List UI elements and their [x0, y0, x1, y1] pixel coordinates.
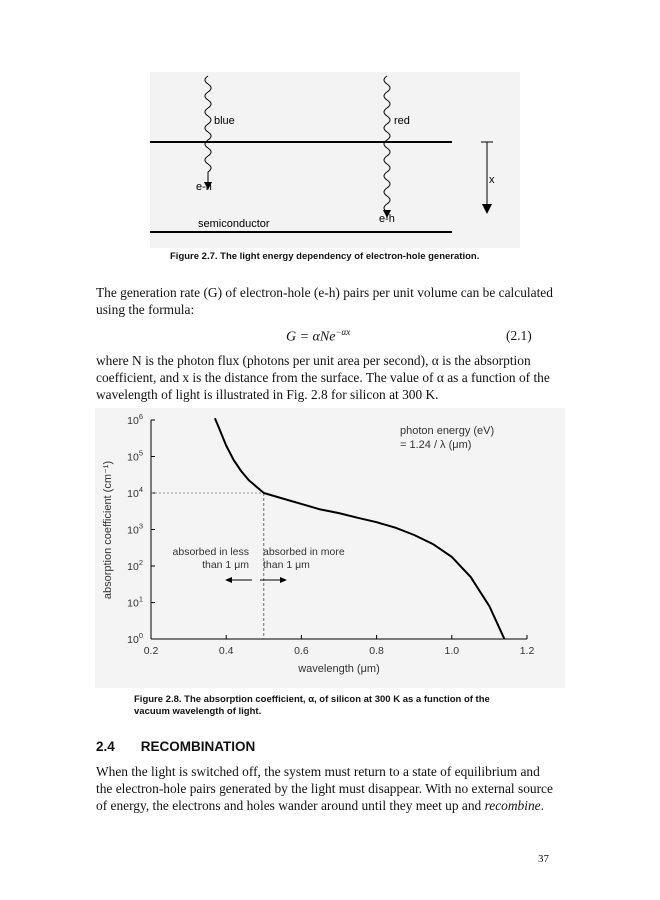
y-tick-label: $10^2$: [127, 558, 143, 573]
photon-energy-formula: = 1.24 / λ (μm): [400, 439, 472, 451]
figure-2-7: [150, 72, 520, 248]
paragraph-line: where N is the photon flux (photons per unit area per second), α is the absorption: [96, 353, 531, 368]
section-heading: [96, 739, 255, 754]
equation-2-1: [286, 327, 350, 346]
y-axis-label: absorption coefficient (cm⁻¹): [102, 460, 114, 600]
paragraph-absorption: [96, 352, 566, 403]
x-tick-label: 1.0: [444, 645, 460, 657]
paragraph-generation-rate: [96, 284, 566, 318]
paragraph-text: .: [540, 798, 544, 813]
paragraph-recombination: [96, 763, 576, 814]
absorbed-more-line2: than 1 μm: [263, 559, 310, 571]
absorption-chart: [95, 408, 565, 688]
label-blue: blue: [214, 115, 235, 127]
equation-number: (2.1): [506, 328, 532, 343]
y-tick-label: $10^4$: [127, 485, 143, 500]
y-tick-label: $10^5$: [127, 448, 143, 464]
equation-exponent: −αx: [335, 327, 351, 337]
x-tick-label: 0.8: [369, 645, 384, 657]
page-number: 37: [538, 853, 549, 865]
section-title: RECOMBINATION: [140, 739, 256, 754]
paragraph-line: wavelength of light is illustrated in Fig. 2.8 for silicon at 300 K.: [96, 387, 439, 402]
paragraph-line: When the light is switched off, the system must return to a state of equilibrium and: [96, 764, 540, 779]
paragraph-line: [96, 797, 576, 814]
paragraph-line: The generation rate (G) of electron-hole (e-h) pairs per unit volume can be calculated: [96, 285, 553, 300]
caption-line: vacuum wavelength of light.: [134, 706, 262, 717]
figure-2-8-caption: [134, 694, 554, 718]
paragraph-text: of energy, the electrons and holes wander around until they meet up and: [96, 798, 485, 813]
paragraph-line: the electron-hole pairs generated by the light must disappear. With no external source: [96, 781, 553, 796]
section-number: 2.4: [96, 739, 115, 754]
equation-body: G = αNe: [286, 329, 336, 345]
label-semiconductor: semiconductor: [198, 218, 270, 230]
label-eh-left: e-h: [196, 181, 212, 193]
caption-line: Figure 2.8. The absorption coefficient, α, of silicon at 300 K as a function of the: [134, 694, 490, 705]
x-tick-label: 0.4: [218, 645, 234, 657]
paragraph-line: coefficient, and x is the distance from the surface. The value of α as a function of the: [96, 370, 550, 385]
x-axis-label: wavelength (μm): [298, 663, 380, 675]
figure-2-7-caption: Figure 2.7. The light energy dependency of electron-hole generation.: [170, 251, 480, 262]
x-tick-label: 1.2: [519, 645, 535, 657]
y-tick-label: $10^3$: [127, 521, 143, 537]
y-tick-label: $10^1$: [127, 594, 143, 610]
x-tick-label: 0.2: [143, 645, 159, 657]
absorbed-less-line2: than 1 μm: [202, 559, 249, 571]
absorbed-less-line1: absorbed in less: [172, 546, 249, 558]
photon-energy-label: photon energy (eV): [400, 425, 495, 437]
label-eh-right: e-h: [379, 213, 395, 225]
label-red: red: [394, 115, 410, 127]
emphasis-recombine: recombine: [484, 798, 541, 813]
label-x: x: [489, 174, 495, 186]
absorbed-more-line1: absorbed in more: [263, 546, 345, 558]
y-tick-label: $10^0$: [127, 631, 143, 646]
x-tick-label: 0.6: [294, 645, 309, 657]
paragraph-line: using the formula:: [96, 302, 195, 317]
y-tick-label: $10^6$: [127, 412, 143, 427]
